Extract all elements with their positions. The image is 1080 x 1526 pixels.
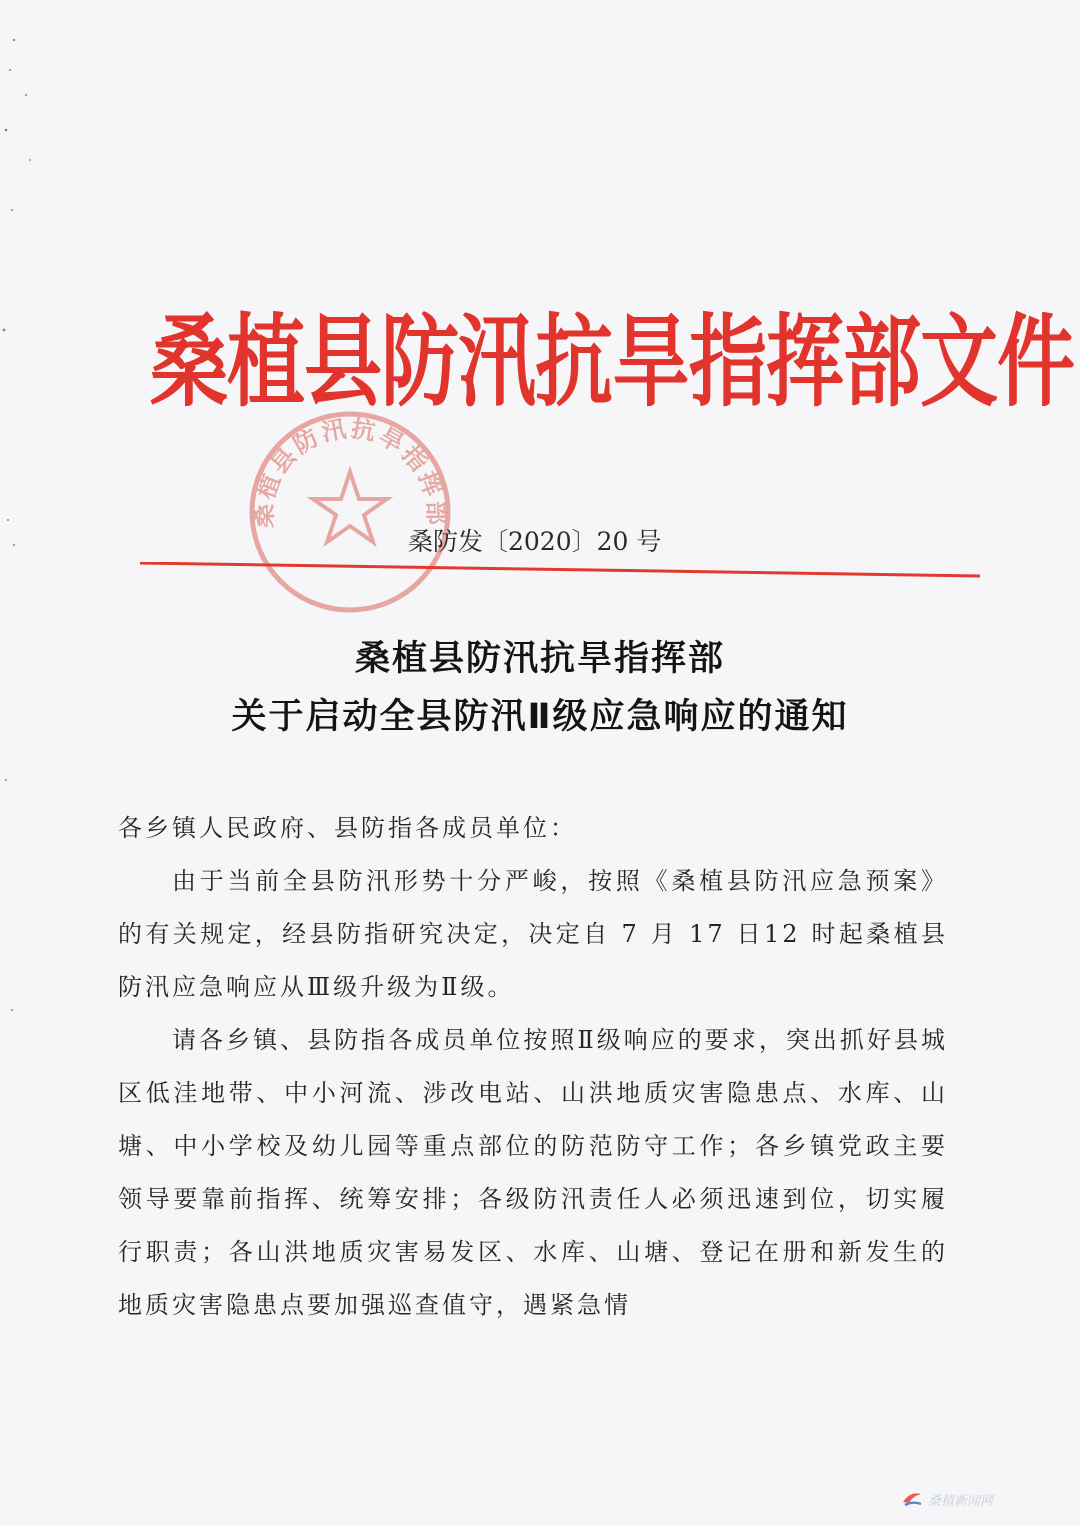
notice-title-line-2: 关于启动全县防汛Ⅱ级应急响应的通知 <box>231 697 849 737</box>
notice-title-line-1: 桑植县防汛抗旱指挥部 <box>354 639 725 679</box>
site-watermark <box>900 1484 993 1514</box>
star-icon <box>313 472 387 542</box>
watermark-text: 桑植新闻网 <box>928 1493 994 1509</box>
body-paragraph-2: 请各乡镇、县防指各成员单位按照Ⅱ级响应的要求，突出抓好县城区低洼地带、中小河流、涉改电站、山洪地质灾害隐患点、水库、山塘、中小学校及幼儿园等重点部位的防范防守工作；各乡镇党政主要领导要靠前指挥、统筹安排；各级防汛责任人必须迅速到位，切实履行职责；各山洪地质灾害易发区、水库、山塘、登记在册和新发生的地质灾害隐患点要加强巡查值守，遇紧急情 <box>118 1026 948 1319</box>
body-paragraph-1: 由于当前全县防汛形势十分严峻，按照《桑植县防汛应急预案》的有关规定，经县防指研究决定，决定自 7 月 17 日12 时起桑植县防汛应急响应从Ⅲ级升级为Ⅱ级。 <box>118 867 948 1001</box>
scan-edge-specks <box>0 0 40 1526</box>
reverse-side-bleed-line <box>150 150 810 185</box>
document-number: 桑防发〔2020〕20 号 <box>408 527 662 556</box>
salutation: 各乡镇人民政府、县防指各成员单位： <box>118 814 577 842</box>
reverse-side-bleed-line <box>200 205 800 240</box>
watermark-logo-icon <box>900 1487 924 1511</box>
notice-body <box>118 802 948 1332</box>
official-seal <box>228 400 468 620</box>
document-masthead: 桑植县防汛抗旱指挥部文件 <box>150 304 1075 421</box>
red-divider-rule <box>140 562 980 578</box>
seal-text: 桑植县防汛抗旱指挥部 <box>248 413 452 529</box>
